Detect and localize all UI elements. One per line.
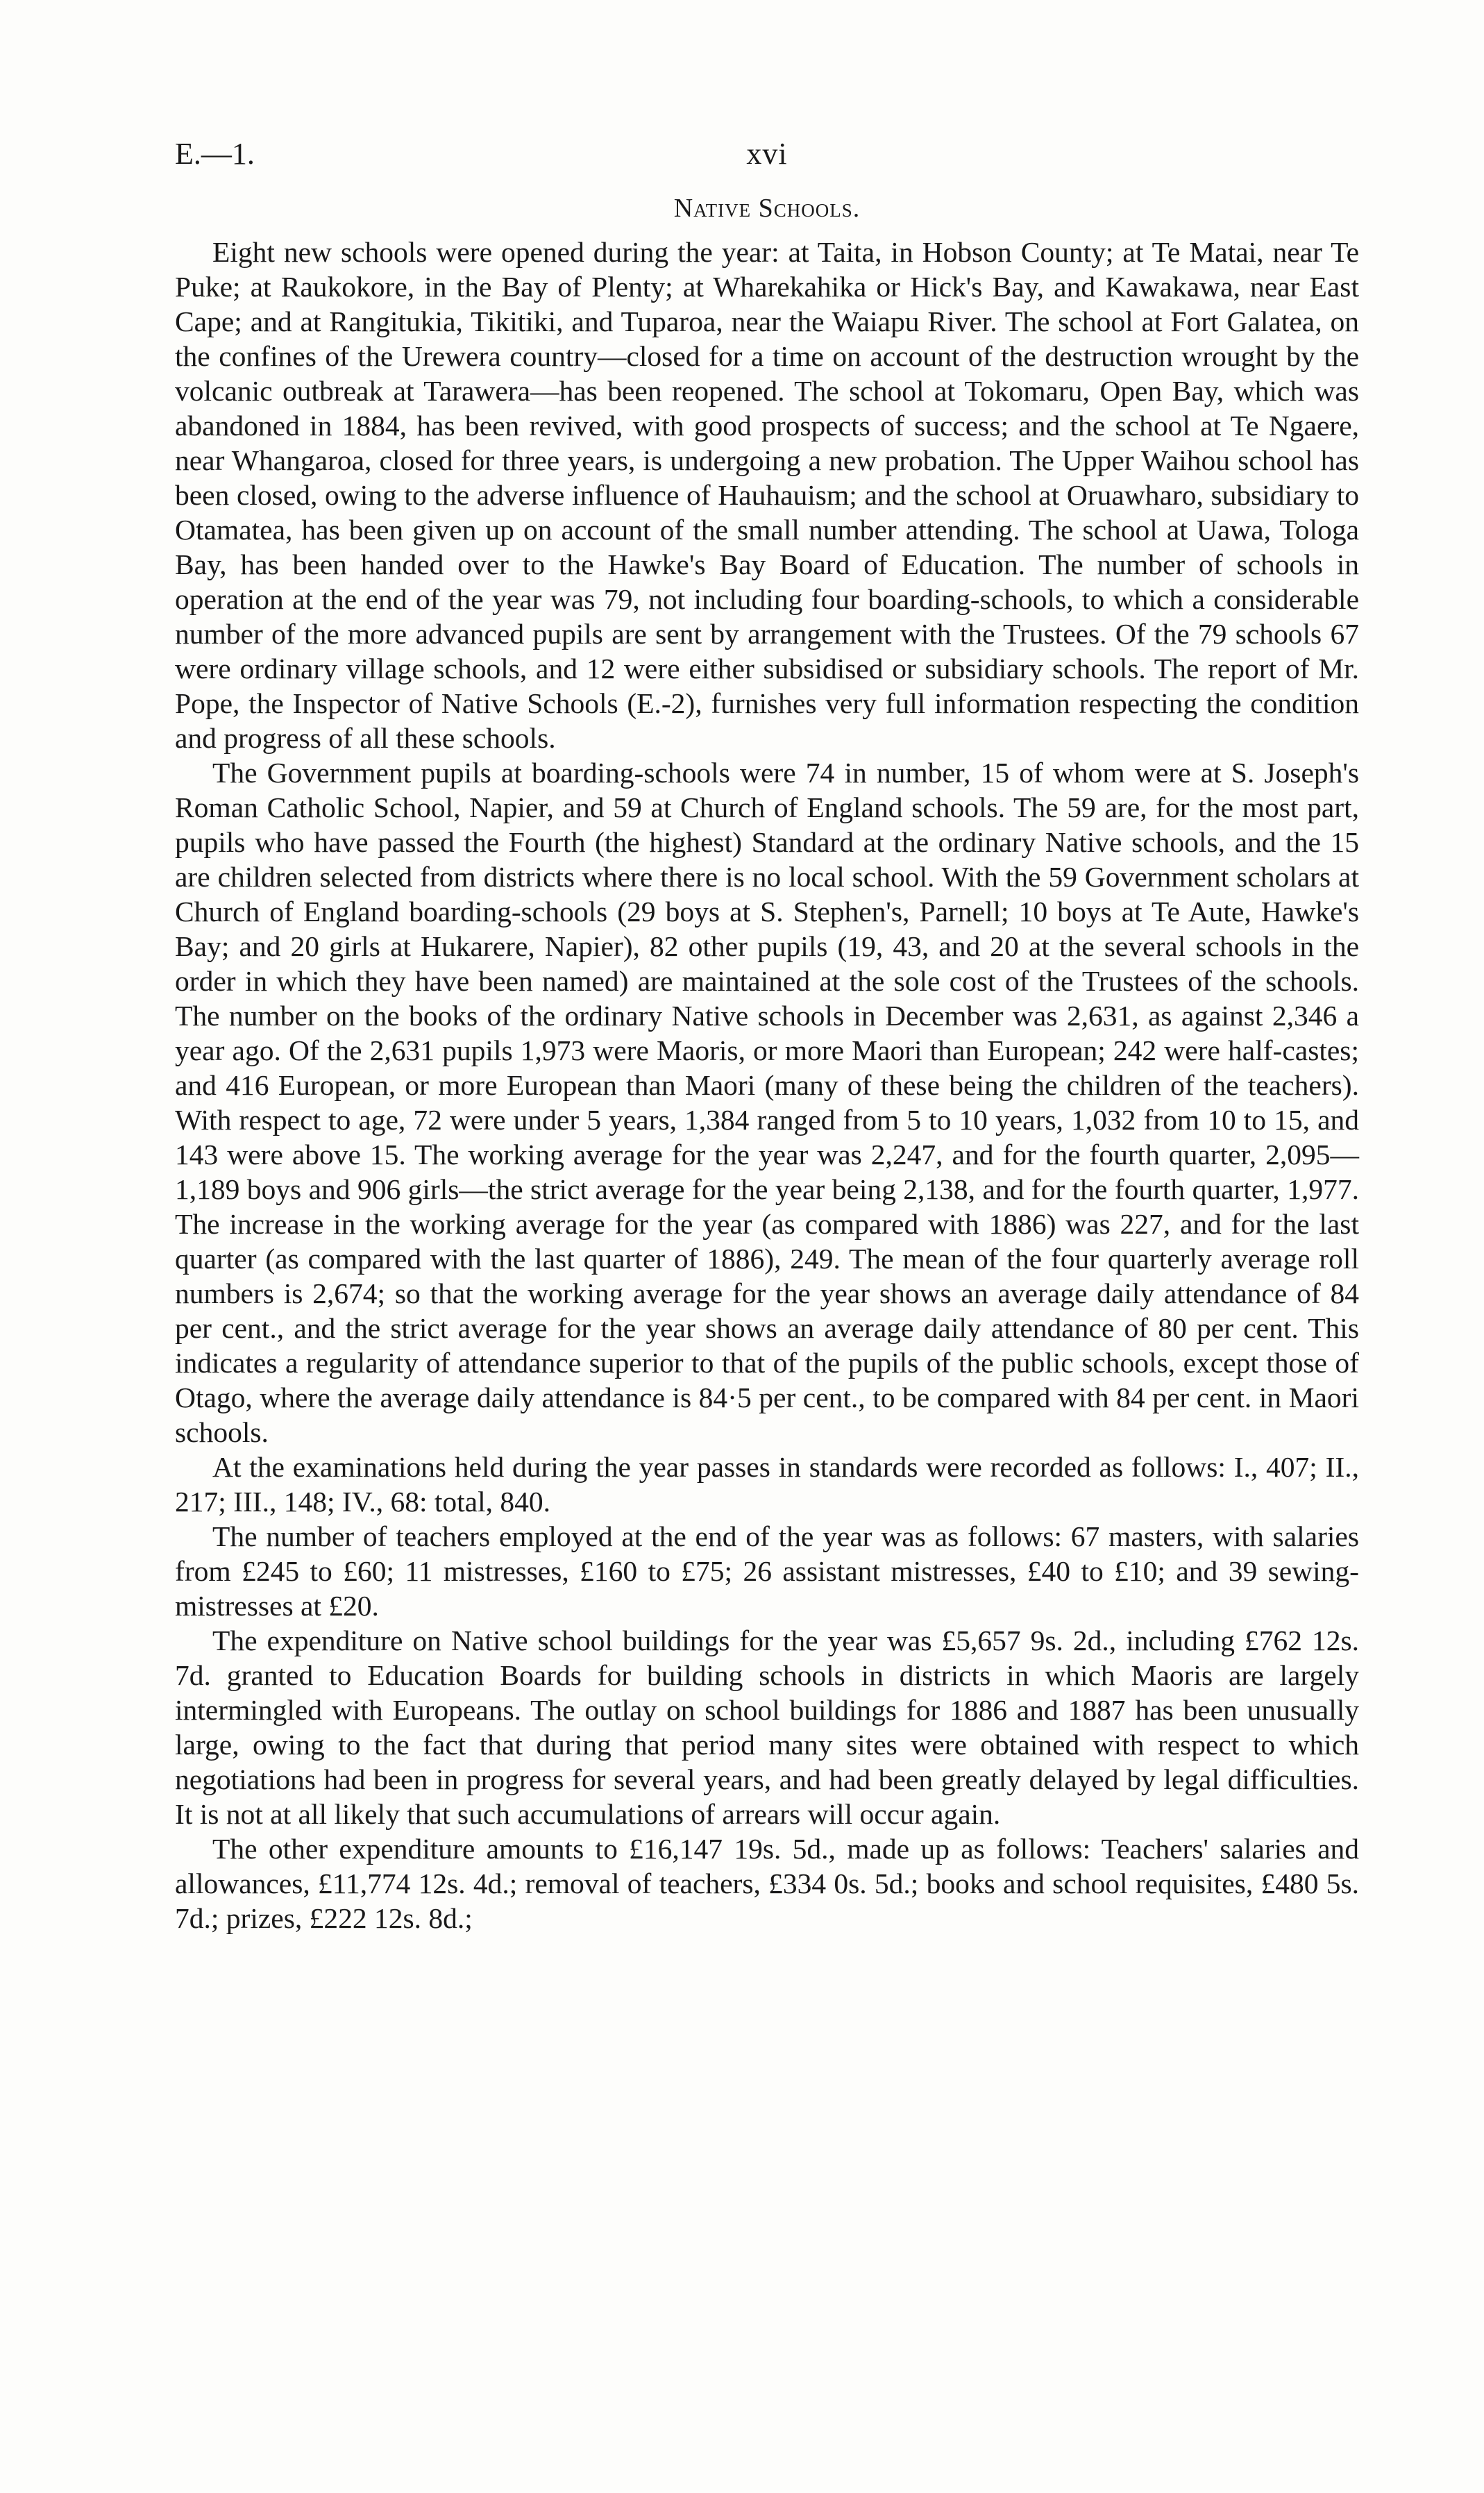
document-reference: E.—1.	[175, 137, 255, 171]
paragraph-building-expenditure: The expenditure on Native school buildings for the year was £5,657 9s. 2d., including £762 12s. 7d. granted to Education Boards for building schools in districts in which Maoris are largely intermingled with Europeans. The outlay on school buildings for 1886 and 1887 has been unusually large, owing to the fact that during that period many sites were obtained with respect to which negotiations had been in progress for several years, and had been greatly delayed by legal difficulties. It is not at all likely that such accumulations of arrears will occur again.	[175, 1625, 1359, 1830]
paragraph-boarding-schools: The Government pupils at boarding-schools were 74 in number, 15 of whom were at S. Joseph's Roman Catholic School, Napier, and 59 at Church of England schools. The 59 are, for the most part, pupils who have passed the Fourth (the highest) Standard at the ordinary Native schools, and the 15 are children selected from districts where there is no local school. With the 59 Government scholars at Church of England boarding-schools (29 boys at S. Stephen's, Parnell; 10 boys at Te Aute, Hawke's Bay; and 20 girls at Hukarere, Napier), 82 other pupils (19, 43, and 20 at the several schools in the order in which they have been named) are maintained at the sole cost of the Trustees of the schools. The number on the books of the ordinary Native schools in December was 2,631, as against 2,346 a year ago. Of the 2,631 pupils 1,973 were Maoris, or more Maori than European; 242 were half-castes; and 416 European, or more European than Maori (many of these being the children of the teachers). With respect to age, 72 were under 5 years, 1,384 ranged from 5 to 10 years, 1,032 from 10 to 15, and 143 were above 15. The working average for the year was 2,247, and for the fourth quarter, 2,095—1,189 boys and 906 girls—the strict average for the year being 2,138, and for the fourth quarter, 1,977. The increase in the working average for the year (as compared with 1886) was 227, and for the last quarter (as compared with the last quarter of 1886), 249. The mean of the four quarterly average roll numbers is 2,674; so that the working average for the year shows an average daily attendance of 84 per cent., and the strict average for the year shows an average daily attendance of 80 per cent. This indicates a regularity of attendance superior to that of the pupils of the public schools, except those of Otago, where the average daily attendance is 84·5 per cent., to be compared with 84 per cent. in Maori schools.	[175, 757, 1359, 1448]
paragraph-other-expenditure: The other expenditure amounts to £16,147 19s. 5d., made up as follows: Teachers' salaries and allowances, £11,774 12s. 4d.; removal of teachers, £334 0s. 5d.; books and school requisites, £480 5s. 7d.; prizes, £222 12s. 8d.;	[175, 1833, 1359, 1934]
paragraph-examinations: At the examinations held during the year passes in standards were recorded as follows: I., 407; II., 217; III., 148; IV., 68: total, 840.	[175, 1451, 1359, 1518]
section-heading: Native Schools.	[673, 194, 861, 223]
page-number: xvi	[746, 137, 788, 171]
body-text	[175, 235, 1359, 1936]
paragraph-new-schools: Eight new schools were opened during the year: at Taita, in Hobson County; at Te Matai, near Te Puke; at Raukokore, in the Bay of Plenty; at Wharekahika or Hick's Bay, and Kawakawa, near East Cape; and at Rangitukia, Tikitiki, and Tuparoa, near the Waiapu River. The school at Fort Galatea, on the confines of the Urewera country—closed for a time on account of the destruction wrought by the volcanic outbreak at Tarawera—has been reopened. The school at Tokomaru, Open Bay, which was abandoned in 1884, has been revived, with good prospects of success; and the school at Te Ngaere, near Whangaroa, closed for three years, is undergoing a new probation. The Upper Waihou school has been closed, owing to the adverse influence of Hauhauism; and the school at Oruawharo, subsidiary to Otamatea, has been given up on account of the small number attending. The school at Uawa, Tologa Bay, has been handed over to the Hawke's Bay Board of Education. The number of schools in operation at the end of the year was 79, not including four boarding-schools, to which a considerable number of the more advanced pupils are sent by arrangement with the Trustees. Of the 79 schools 67 were ordinary village schools, and 12 were either subsidised or subsidiary schools. The report of Mr. Pope, the Inspector of Native Schools (E.-2), furnishes very full information respecting the condition and progress of all these schools.	[175, 236, 1359, 754]
paragraph-teachers: The number of teachers employed at the end of the year was as follows: 67 masters, with salaries from £245 to £60; 11 mistresses, £160 to £75; 26 assistant mistresses, £40 to £10; and 39 sewing-mistresses at £20.	[175, 1520, 1359, 1622]
running-header	[175, 133, 1359, 175]
